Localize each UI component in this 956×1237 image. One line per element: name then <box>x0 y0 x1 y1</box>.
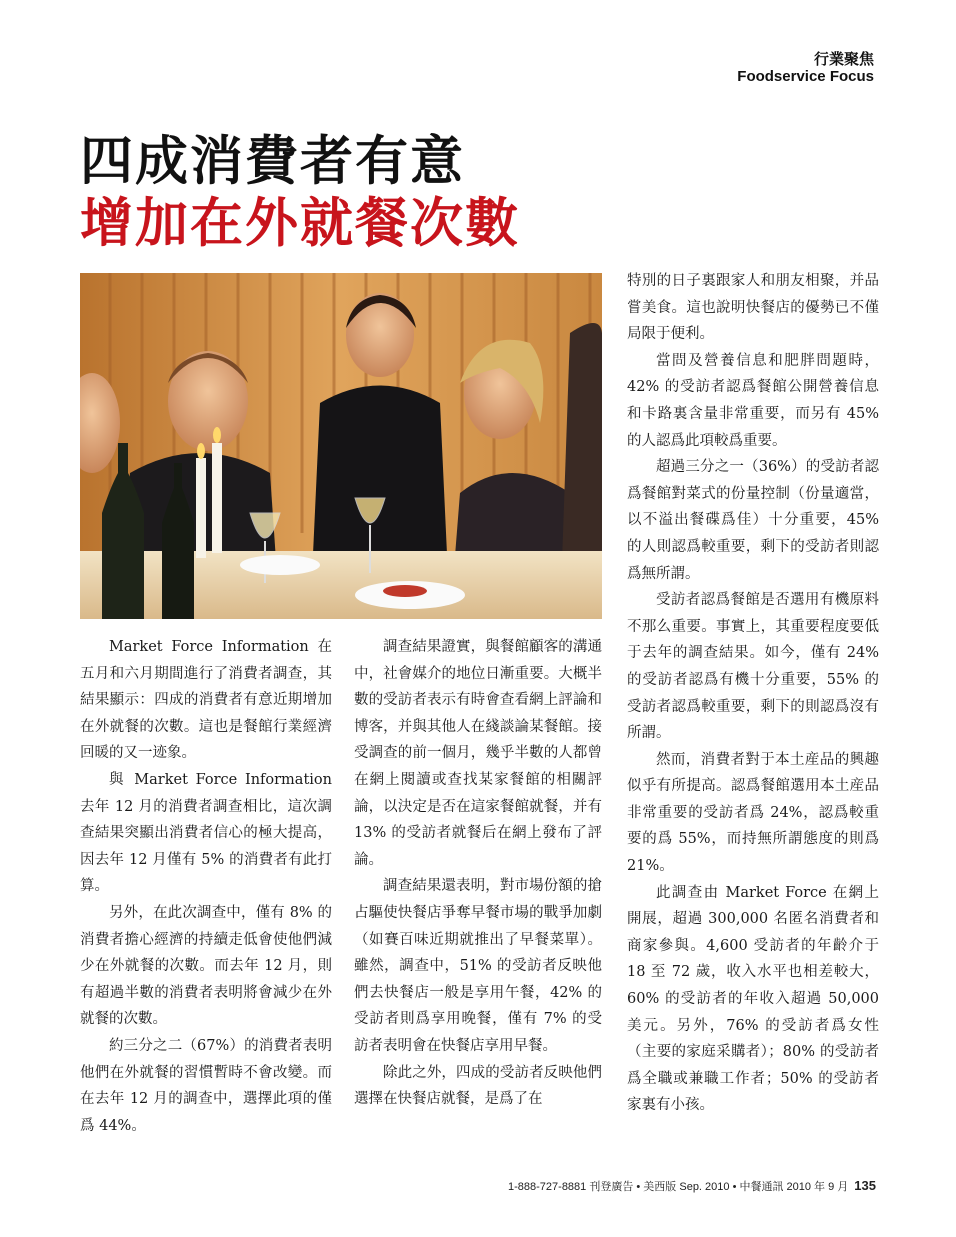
headline-line-2: 增加在外就餐次數 <box>80 192 520 254</box>
text-column-1 <box>80 634 332 1139</box>
page-footer <box>508 1178 876 1194</box>
restaurant-dining-photo <box>80 273 602 619</box>
paragraph: Market Force Information 在五月和六月期間進行了消費者調查，其結果顯示：四成的消費者有意近期增加在外就餐的次數。這也是餐館行業經濟回暖的又一迹象。 <box>80 639 332 762</box>
section-label-chinese: 行業聚焦 <box>813 50 874 68</box>
paragraph: 調查結果證實，與餐館顧客的溝通中，社會媒介的地位日漸重要。大概半數的受訪者表示有時會查看網上評論和博客，并與其他人在綫談論某餐館。接受調查的前一個月，幾乎半數的人都曾在網上閱讀或查找某家餐館的相關評論，以決定是否在這家餐館就餐，并有 13% 的受訪者就餐后在網上發布了評論。 <box>354 639 602 868</box>
paragraph: 此調查由 Market Force 在網上開展，超過 300,000 名匿名消費者和商家參與。4,600 受訪者的年齡介于 18 至 72 歲，收入水平也相差較大，60% 的受訪者的年收入超過 50,000 美元。另外，76% 的受訪者爲女性（主要的家庭采購者）；80% 的受訪者爲全職或兼職工作者；50% 的受訪者家裏有小孩。 <box>627 884 879 1114</box>
paragraph: 然而，消費者對于本土産品的興趣似乎有所提高。認爲餐館選用本土産品非常重要的受訪者爲 24%，認爲較重要的爲 55%，而持無所謂態度的則爲 21%。 <box>627 751 879 875</box>
text-column-3 <box>627 268 879 1119</box>
paragraph: 與 Market Force Information 去年 12 月的消費者調查相比，這次調查結果突顯出消費者信心的極大提高，因去年 12 月僅有 5% 的消費者有此打算。 <box>80 771 332 895</box>
paragraph: 受訪者認爲餐館是否選用有機原料不那么重要。事實上，其重要程度要低于去年的調查結果。如今，僅有 24% 的受訪者認爲有機十分重要，55% 的受訪者認爲較重要，剩下的則認爲沒有所謂。 <box>627 592 879 742</box>
paragraph: 調查結果還表明，對市場份額的搶占驅使快餐店爭奪早餐市場的戰爭加劇（如賽百味近期就推出了早餐菜單）。雖然，調查中，51% 的受訪者反映他們去快餐店一般是享用午餐，42% 的受訪者則爲享用晚餐，僅有 7% 的受訪者表明會在快餐店享用早餐。 <box>354 878 602 1054</box>
paragraph: 當問及營養信息和肥胖問題時，42% 的受訪者認爲餐館公開營養信息和卡路裏含量非常重要，而另有 45% 的人認爲此項較爲重要。 <box>627 352 879 449</box>
paragraph: 約三分之二（67%）的消費者表明他們在外就餐的習慣暫時不會改變。而在去年 12 月的調查中，選擇此項的僅爲 44%。 <box>80 1037 332 1134</box>
footer-publication-info: 1-888-727-8881 刊登廣告 • 美西版 Sep. 2010 • 中餐通訊 2010 年 9 月 <box>508 1181 849 1193</box>
paragraph: 另外，在此次調查中，僅有 8% 的消費者擔心經濟的持續走低會使他們減少在外就餐的次數。而去年 12 月，則有超過半數的消費者表明將會減少在外就餐的次數。 <box>80 904 332 1028</box>
headline-line-1: 四成消費者有意 <box>80 130 465 192</box>
paragraph-continued: 特別的日子裏跟家人和朋友相聚，并品嘗美食。這也說明快餐店的優勢已不僅局限于便利。 <box>627 273 879 343</box>
section-label-english: Foodservice Focus <box>737 68 874 85</box>
text-column-2 <box>354 634 602 1113</box>
paragraph: 除此之外，四成的受訪者反映他們選擇在快餐店就餐，是爲了在 <box>354 1064 602 1108</box>
page-number: 135 <box>854 1178 876 1193</box>
paragraph: 超過三分之一（36%）的受訪者認爲餐館對菜式的份量控制（份量適當，以不溢出餐碟爲佳）十分重要，45% 的人則認爲較重要，剩下的受訪者則認爲無所謂。 <box>627 459 879 582</box>
